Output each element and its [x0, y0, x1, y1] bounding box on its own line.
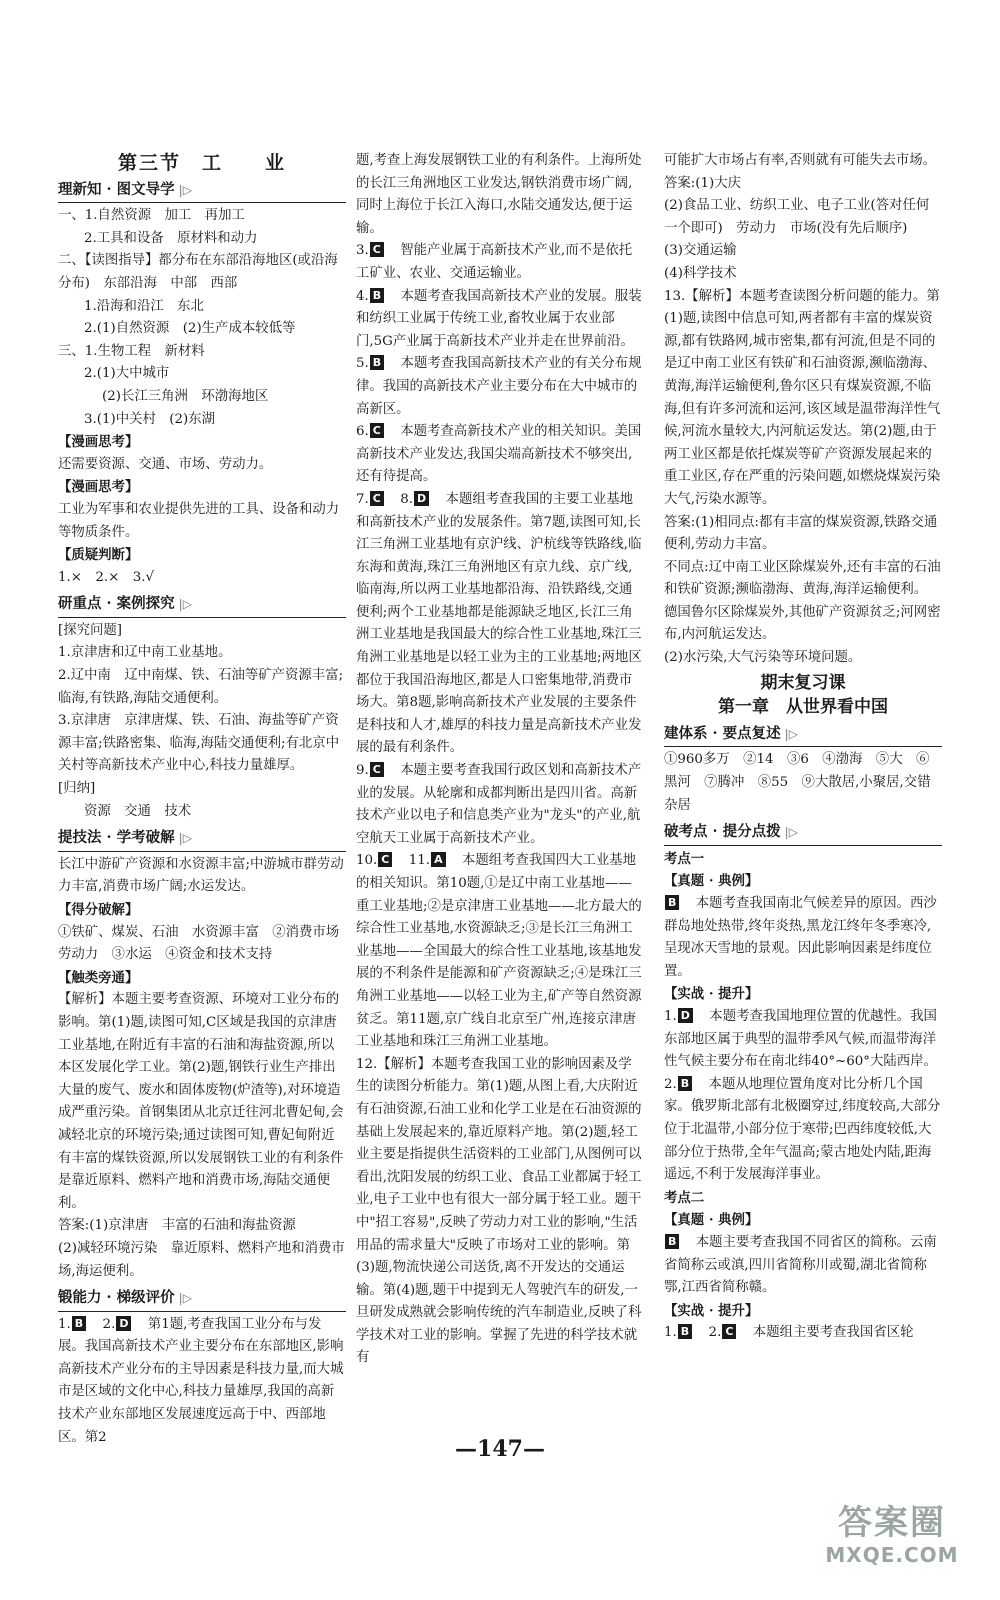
- paragraph: 答案:(1)京津唐 丰富的石油和海盐资源: [58, 1218, 296, 1234]
- paragraph: 资源 交通 技术: [84, 803, 192, 819]
- arrow-icon: |▷: [178, 831, 192, 846]
- section-header-label: 理新知 · 图文导学: [58, 180, 175, 198]
- label: 【质疑判断】: [58, 547, 139, 564]
- paragraph: 2.(1)自然资源 (2)生产成本较低等: [84, 321, 296, 337]
- answer-badge: B: [678, 1076, 692, 1091]
- paragraph: 2. B 本题从地理位置角度对比分析几个国家。俄罗斯北部有北极圈穿过,纬度较高,大部分位于北温带,小部分位于寒带;巴西纬度较低,大部分位于热带,全年气温高;蒙古地处内陆,距海遥远,不利于发展海洋事业。: [664, 1076, 941, 1183]
- paragraph: 1.× 2.× 3.√: [58, 569, 155, 585]
- paragraph: 1. B 2. C 本题组主要考查我国省区轮: [664, 1325, 914, 1341]
- answer-badge: C: [370, 423, 384, 438]
- answer-badge: D: [414, 491, 429, 506]
- paragraph: (2)减轻环境污染 靠近原料、燃料产地和消费市场,海运便利。: [58, 1240, 345, 1279]
- arrow-icon: |▷: [784, 726, 798, 741]
- paragraph: 一、1.自然资源 加工 再加工: [58, 208, 245, 224]
- label: 考点一: [664, 850, 705, 867]
- paragraph: 【解析】本题主要考查资源、环境对工业分布的影响。第(1)题,读图可知,C区域是我国的京津唐工业基地,在附近有丰富的石油和海盐资源,所以本区发展化学工业。第(2)题,钢铁行业生产排出大量的废气、废水和固体废物(炉渣等),对环境造成严重污染。首钢集团从北京迁往河北曹妃甸,会减轻北京的环境污染;通过读图可知,曹妃甸附近有丰富的煤铁资源,所以发展钢铁工业的有利条件是靠近原料、燃料产地和消费市场,海陆交通便利。: [58, 992, 344, 1211]
- paragraph: 2.辽中南 辽中南煤、铁、石油等矿产资源丰富;临海,有铁路,海陆交通便利。: [58, 668, 344, 706]
- paragraph: 答案:(1)相同点:都有丰富的煤炭资源,铁路交通便利,劳动力丰富。: [664, 514, 938, 553]
- paragraph: 德国鲁尔区除煤炭外,其他矿产资源贫乏;河网密布,内河航运发达。: [664, 604, 941, 643]
- paragraph: (3)交通运输: [664, 243, 737, 259]
- answer-badge: A: [431, 852, 446, 867]
- section-header: [58, 827, 346, 852]
- paragraph: ①铁矿、煤炭、石油 水资源丰富 ②消费市场 劳动力 ③水运 ④资金和技术支持: [58, 924, 353, 963]
- chapter-heading: 第一章 从世界看中国: [718, 697, 888, 718]
- paragraph: B 本题考查我国南北气候差异的原因。西沙群岛地处热带,终年炎热,黑龙江终年冬季寒冷,呈现冰天雪地的景观。因此影响因素是纬度位置。: [664, 896, 937, 979]
- paragraph: 2.(1)大中城市: [84, 366, 170, 382]
- column-middle: [356, 150, 644, 1370]
- section-header: [58, 1287, 346, 1312]
- paragraph: 不同点:辽中南工业区除煤炭外,还有丰富的石油和铁矿资源;濒临渤海、黄海,海洋运输便利。: [664, 559, 941, 598]
- paragraph: 长江中游矿产资源和水资源丰富;中游城市群劳动力丰富,消费市场广阔;水运发达。: [58, 856, 344, 895]
- column-left: [58, 150, 353, 1449]
- label: 【真题 · 典例】: [664, 873, 759, 890]
- section-header: [664, 821, 942, 846]
- paragraph: B 本题主要考查我国不同省区的简称。云南省简称云或滇,四川省简称川或蜀,湖北省简称鄂,江西省简称赣。: [664, 1234, 937, 1296]
- answer-badge: D: [116, 1316, 131, 1331]
- label: 【实战 · 提升】: [664, 986, 759, 1003]
- paragraph: 5. B 本题考查我国高新技术产业的有关分布规律。我国的高新技术产业主要分布在大中城市的高新区。: [356, 356, 642, 417]
- paragraph: [探究问题]: [58, 622, 123, 638]
- label: 【真题 · 典例】: [664, 1212, 759, 1229]
- label: 【漫画思考】: [58, 479, 139, 496]
- answer-badge: B: [678, 1324, 692, 1339]
- arrow-icon: |▷: [178, 597, 192, 612]
- arrow-icon: |▷: [784, 825, 798, 840]
- answer-badge: C: [370, 242, 384, 257]
- paragraph: 6. C 本题考查高新技术产业的相关知识。美国高新技术产业发达,我国尖端高新技术不够突出,还有待提高。: [356, 424, 642, 485]
- answer-badge: C: [370, 491, 384, 506]
- section-header: [58, 593, 346, 618]
- label: 考点二: [664, 1189, 705, 1206]
- section-header-label: 锻能力 · 梯级评价: [58, 1289, 175, 1307]
- answer-badge: C: [378, 852, 392, 867]
- label: 【实战 · 提升】: [664, 1302, 759, 1319]
- answer-badge: B: [665, 895, 679, 910]
- paragraph: 三、1.生物工程 新材料: [58, 343, 205, 359]
- section-title: 第三节 工 业: [117, 152, 286, 174]
- paragraph: 13.【解析】本题考查读图分析问题的能力。第(1)题,读图中信息可知,两者都有丰富的煤炭资源,都有铁路网,城市密集,都有河流,但是不同的是辽中南工业区有铁矿和石油资源,濒临渤海、黄海,海洋运输便利,鲁尔区只有煤炭资源,不临海,但有许多河流和运河,该区域是温带海洋性气候,河流水量较大,内河航运发达。第(2)题,由于两工业区都是依托煤炭等矿产资源发展起来的重工业区,存在严重的污染问题,如燃烧煤炭污染大气,污染水源等。: [664, 288, 941, 507]
- paragraph: 7. C 8. D 本题组考查我国的主要工业基地和高新技术产业的发展条件。第7题,读图可知,长江三角洲工业基地有京沪线、沪杭线等铁路线,临东海和黄海,珠江三角洲地区有京九线、京广线,临南海,所以两工业基地都沿海、沿铁路线,交通便利;两个工业基地都是能源缺乏地区,长江三角洲工业基地是我国最大的综合性工业基地,珠江三角洲工业基地是以轻工业为主的工业基地;两地区都位于我国沿海地区,都是人口密集地带,消费市场大。第8题,影响高新技术产业发展的主要条件是科技和人才,雄厚的科技力量是高新技术产业发展的最有利条件。: [356, 491, 642, 756]
- paragraph: 答案:(1)大庆: [664, 175, 742, 191]
- paragraph: 2.工具和设备 原材料和动力: [84, 230, 258, 246]
- paragraph: (2)长江三角洲 环渤海地区: [102, 388, 269, 404]
- arrow-icon: |▷: [178, 1291, 192, 1306]
- paragraph: 题,考查上海发展钢铁工业的有利条件。上海所处的长江三角洲地区工业发达,钢铁消费市场广阔,同时上海位于长江入海口,水陆交通发达,便于运输。: [356, 153, 642, 236]
- answer-badge: C: [722, 1324, 736, 1339]
- section-header: [58, 179, 346, 204]
- chapter-heading: 期末复习课: [760, 672, 846, 693]
- paragraph: (2)水污染,大气污染等环境问题。: [664, 650, 862, 666]
- section-header-label: 研重点 · 案例探究: [58, 595, 175, 613]
- paragraph: 工业为军事和农业提供先进的工具、设备和动力等物质条件。: [58, 501, 340, 540]
- paragraph: 二、【读图指导】都分布在东部沿海地区(或沿海分布) 东部沿海 中部 西部: [58, 253, 338, 291]
- answer-badge: B: [370, 355, 384, 370]
- paragraph: (2)食品工业、纺织工业、电子工业(答对任何一个即可) 劳动力 市场(没有先后顺序): [664, 198, 930, 236]
- paragraph: 3.京津唐 京津唐煤、铁、石油、海盐等矿产资源丰富;铁路密集、临海,海陆交通便利;有北京中关村等高新技术产业中心,科技力量雄厚。: [58, 713, 340, 774]
- paragraph: 1.沿海和沿江 东北: [84, 298, 204, 314]
- paragraph: 1. B 2. D 第1题,考查我国工业分布与发展。我国高新技术产业主要分布在东部地区,影响高新技术产业分布的主导因素是科技力量,而大城市是区域的文化中心,科技力量雄厚,我国的高新技术产业东部地区发展速度远高于中、西部地区。第2: [58, 1316, 344, 1445]
- section-header: [664, 723, 942, 748]
- answer-badge: B: [72, 1316, 86, 1331]
- paragraph: 10. C 11. A 本题组考查我国四大工业基地的相关知识。第10题,①是辽中南工业基地——重工业基地;②是京津唐工业基地——北方最大的综合性工业基地,水资源缺乏;③是长江三角洲工业基地——全国最大的综合性工业基地,该基地发展的不利条件是能源和矿产资源缺乏;④是珠江三角洲工业基地——以轻工业为主,矿产等自然资源贫乏。第11题,京广线自北京至广州,连接京津唐工业基地和珠江三角洲工业基地。: [356, 853, 642, 1050]
- paragraph: 可能扩大市场占有率,否则就有可能失去市场。: [664, 153, 937, 168]
- answer-badge: C: [370, 762, 384, 777]
- section-header-label: 破考点 · 提分点拨: [664, 823, 781, 841]
- watermark-logo: 答案圈 MXQE.COM: [825, 1503, 959, 1567]
- answer-badge: B: [370, 288, 384, 303]
- column-right: [664, 150, 942, 1345]
- paragraph: 3. C 智能产业属于高新技术产业,而不是依托工矿业、农业、交通运输业。: [356, 243, 633, 281]
- paragraph: 9. C 本题主要考查我国行政区划和高新技术产业的发展。从轮廓和成都判断出是四川省。高新技术产业以电子和信息类产业为"龙头"的产业,航空航天工业属于高新技术产业。: [356, 763, 642, 846]
- paragraph: (4)科学技术: [664, 265, 737, 281]
- paragraph: 4. B 本题考查我国高新技术产业的发展。服装和纺织工业属于传统工业,畜牧业属于农业部门,5G产业属于高新技术产业并走在世界前沿。: [356, 288, 642, 349]
- paragraph: 1.京津唐和辽中南工业基地。: [58, 645, 232, 661]
- paragraph: ①960多万 ②14 ③6 ④渤海 ⑤大 ⑥黑河 ⑦腾冲 ⑧55 ⑨大散居,小聚居,交错杂居: [664, 752, 931, 813]
- paragraph: [归纳]: [58, 781, 96, 797]
- paragraph: 还需要资源、交通、市场、劳动力。: [58, 456, 273, 472]
- answer-badge: D: [678, 1008, 693, 1023]
- answer-badge: B: [665, 1234, 679, 1249]
- label: 【得分破解】: [58, 902, 139, 918]
- paragraph: 12.【解析】本题考查我国工业的影响因素及学生的读图分析能力。第(1)题,从图上看,大庆附近有石油资源,石油工业和化学工业是在石油资源的基础上发展起来的,靠近原料产地。第(2)题,轻工业主要是指提供生活资料的工业部门,从图例可以看出,沈阳发展的纺织工业、食品工业都属于轻工业,电子工业中也有很大一部分属于轻工业。题干中"招工容易",反映了劳动力对工业的影响,"生活用品的需求量大"反映了市场对工业的影响。第(3)题,物流快递公司送货,离不开发达的交通运输。第(4)题,题干中提到无人驾驶汽车的研发,一旦研发成熟就会影响传统的汽车制造业,反映了科学技术对工业的影响。掌握了先进的科学技术就有: [356, 1056, 642, 1366]
- label: 【漫画思考】: [58, 434, 139, 451]
- label: 【触类旁通】: [58, 969, 139, 986]
- paragraph: 1. D 本题考查我国地理位置的优越性。我国东部地区属于典型的温带季风气候,而温带海洋性气候主要分布在南北纬40°~60°大陆西岸。: [664, 1008, 937, 1070]
- arrow-icon: |▷: [178, 182, 192, 197]
- paragraph: 3.(1)中关村 (2)东湖: [84, 411, 216, 427]
- section-header-label: 建体系 · 要点复述: [664, 724, 781, 742]
- page-number: —147—: [455, 1436, 545, 1462]
- section-header-label: 提技法 · 学考破解: [58, 829, 175, 847]
